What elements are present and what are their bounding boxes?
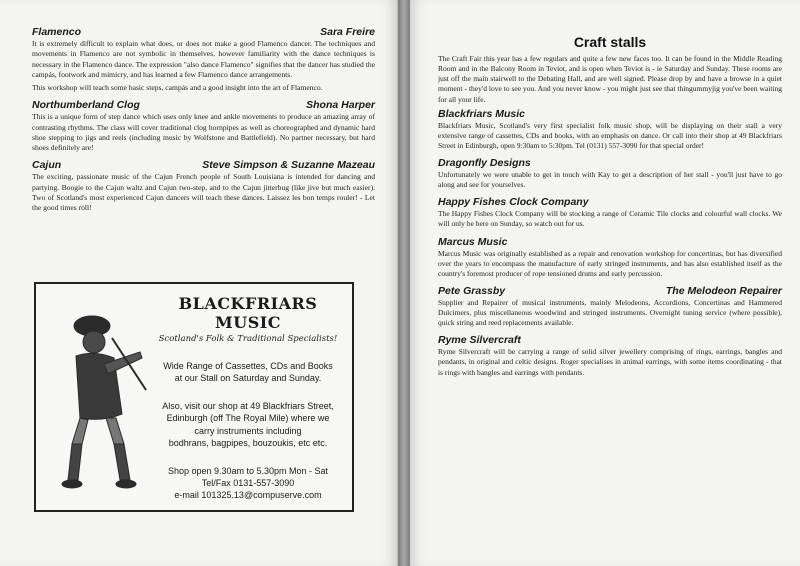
- workshop-northumberland-clog: [32, 99, 375, 153]
- stall-name: Pete Grassby: [438, 284, 506, 297]
- workshop-cajun: [32, 159, 375, 213]
- workshop-title: Cajun: [32, 159, 62, 172]
- stall-name: Happy Fishes Clock Company: [438, 196, 589, 209]
- stall-description: Marcus Music was originally established as a repair and renovation workshop for concertinas, but has diversified over the years to encompass the manufacture of early stringed instruments, and has also established itself as the country's foremost producer of rope tensioned drums and early percussion.: [438, 248, 782, 278]
- advert-email: e-mail 101325.13@compuserve.com: [174, 490, 322, 501]
- book-gutter: [398, 0, 410, 566]
- stall-description: The Happy Fishes Clock Company will be stocking a range of Ceramic Tile clocks and colourful wall clocks. We will only be here on Sunday, so watch out for us.: [438, 209, 782, 229]
- stall-name: Dragonfly Designs: [438, 157, 531, 169]
- stall-pete-grassby: [438, 285, 782, 328]
- left-page: [0, 0, 398, 566]
- right-page: [410, 0, 800, 566]
- craft-intro: The Craft Fair this year has a few regulars and quite a few new faces too. It can be found in the Middle Reading Room and in the Balcony Room in Teviot, and is open when Teviot is - ie Saturday and Sunday. These rooms are just off the main stairwell to the Debating Hall, and are well signed. Please drop by and have a browse in a quiet moment - they'd love to see you. And you never know - you might just see that thingummyjig you've been waiting for all your life.: [438, 54, 782, 104]
- stall-description: Ryme Silvercraft will be carrying a range of solid silver jewellery comprising of rings, earrings, bangles and pendants, in original and celtic designs. Roger specialises in animal earrings, with some items coordinating - that is rings with bangles and earrings with pendants.: [438, 347, 782, 377]
- workshop-flamenco: [32, 26, 375, 93]
- workshop-title: Northumberland Clog: [32, 99, 140, 112]
- stall-name: Ryme Silvercraft: [438, 334, 521, 347]
- advert-subtitle: Scotland's Folk & Traditional Specialists!: [158, 334, 338, 344]
- advert-line: Also, visit our shop at 49 Blackfriars Street,: [162, 401, 334, 412]
- stall-name: Marcus Music: [438, 235, 508, 248]
- workshop-description: This is a unique form of step dance which uses only knee and ankle movements to produce an amazing array of contrasting rhythms. The class will cover traditional clog hornpipes as well as choreographed and dynamic hard shoe stepping to jigs and reels (including music by Wolfstone and Battlefield). No partner necessary, but hard shoes definitely are!: [32, 112, 375, 152]
- advert-hours: Shop open 9.30am to 5.30pm Mon - Sat: [167, 465, 329, 476]
- blackfriars-advert: [34, 282, 354, 512]
- stall-description: Blackfriars Music, Scotland's very first specialist folk music shop, will be displaying on their stall a very extensive range of cassettes, CDs and books, with an emphasis on dance. Or call into their shop at 49 Blackfriars Street in Edinburgh, open 9:30am to 5:30pm. Tel (0131) 557-3090 for that special order!: [438, 120, 782, 150]
- workshop-description: The exciting, passionate music of the Cajun French people of South Louisiana is intended for dancing and partying. Boogie to the Cajun waltz and Cajun two-step, and to the Cajun jitterbug (like jive but much easier). Two of Scotland's most experienced Cajun dancers will teach these dances. Laissez les bon temps rouler! - Let the good times roll!: [32, 172, 375, 212]
- fiddler-illustration-icon: [42, 294, 152, 504]
- advert-phone: Tel/Fax 0131-557-3090: [201, 477, 295, 488]
- workshop-teacher: Shona Harper: [306, 99, 375, 112]
- advert-title: BLACKFRIARS MUSIC: [178, 294, 318, 332]
- advert-line: carry instruments including: [194, 425, 302, 436]
- workshop-description: This workshop will teach some basic steps, campás and a good insight into the art of Flamenco.: [32, 83, 323, 92]
- advert-line: Edinburgh (off The Royal Mile) where we: [166, 413, 330, 424]
- page-title: Craft stalls: [573, 34, 647, 50]
- advert-line: at our Stall on Saturday and Sunday.: [174, 373, 322, 384]
- stall-ryme-silvercraft: [438, 334, 782, 377]
- workshop-title: Flamenco: [32, 26, 82, 38]
- stall-marcus-music: [438, 236, 782, 279]
- advert-text: [148, 290, 348, 501]
- workshop-description: It is extremely difficult to explain what does, or does not make a good Flamenco dancer. The techniques and movements in Flamenco are not symbolic in themselves, however familiarity with the dance techniques is necessary in the Flamenco dance. The expression "also dance Flamenco" signifies that the dancer has studied the campás, footwork and mimicry, and has learned a few Flamenco dance arrangements.: [32, 39, 375, 79]
- stall-description: Supplier and Repairer of musical instruments, mainly Melodeons, Accordions, Concertinas and Hammered Dulcimers, plus miscellaneous woodwind and stringed instruments. Overnight tuning service (where possible), quick string and reed replacements available.: [438, 297, 782, 328]
- advert-line: Wide Range of Cassettes, CDs and Books: [163, 361, 333, 371]
- stall-dragonfly-designs: [438, 157, 782, 190]
- workshop-teacher: Sara Freire: [320, 26, 375, 38]
- stall-blackfriars-music: [438, 108, 782, 151]
- stall-happy-fishes: [438, 196, 782, 229]
- stall-tagline: The Melodeon Repairer: [665, 284, 782, 297]
- advert-line: bodhrans, bagpipes, bouzoukis, etc etc.: [168, 437, 328, 448]
- workshop-teacher: Steve Simpson & Suzanne Mazeau: [202, 159, 375, 172]
- stall-name: Blackfriars Music: [438, 107, 525, 120]
- stall-description: Unfortunately we were unable to get in touch with Kay to get a description of her stall - you'll just have to go along and see for yourselves.: [438, 170, 782, 190]
